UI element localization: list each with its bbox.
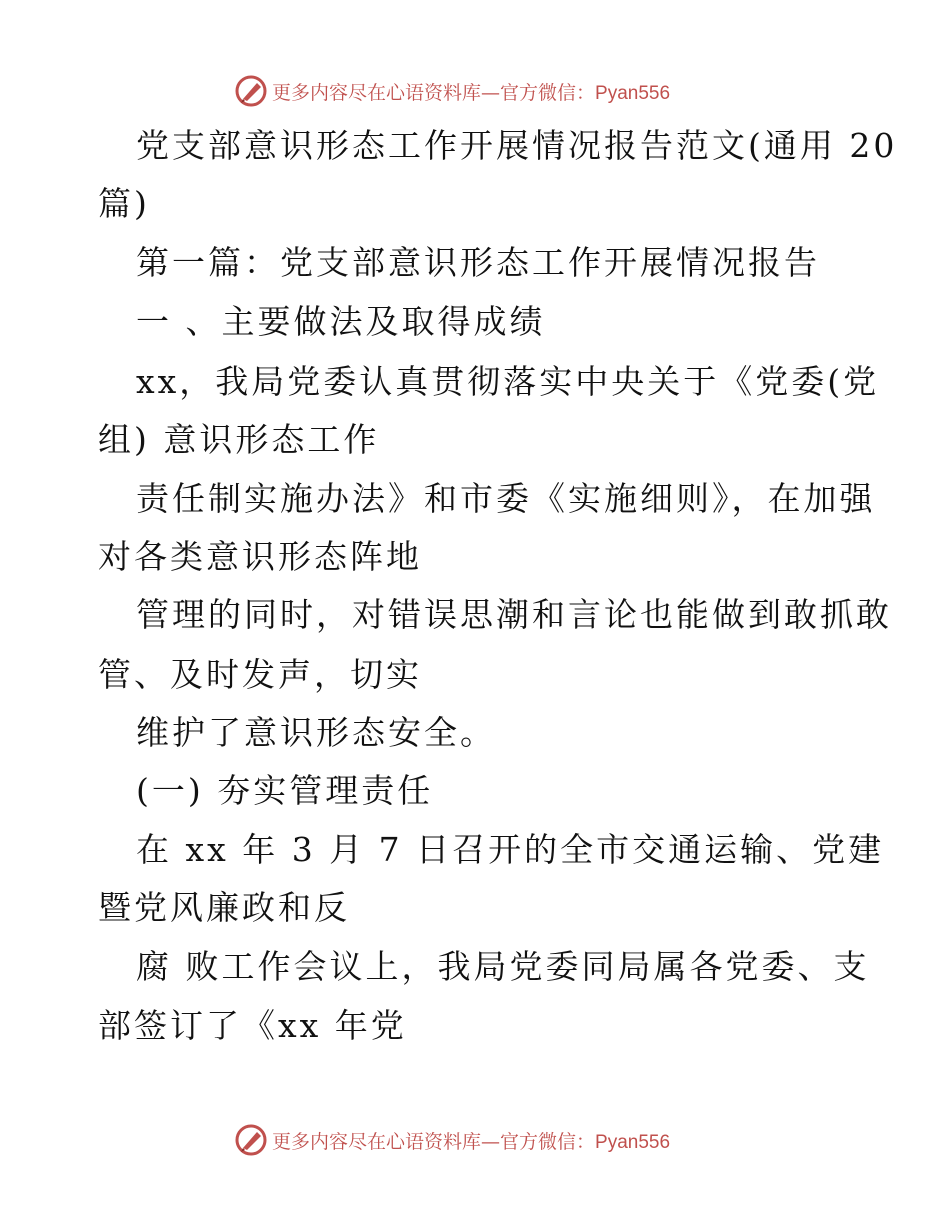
paragraph-line: 组) 意识形态工作 bbox=[98, 420, 380, 459]
paragraph-line: 管、及时发声，切实 bbox=[98, 655, 422, 694]
pen-logo-icon bbox=[234, 1123, 268, 1157]
banner-text: 更多内容尽在心语资料库—官方微信：Pyan556 bbox=[272, 1131, 671, 1153]
subheading: 一 、主要做法及取得成绩 bbox=[136, 302, 546, 341]
paragraph-line: 维护了意识形态安全。 bbox=[136, 713, 496, 752]
paragraph-line: 暨党风廉政和反 bbox=[98, 888, 350, 927]
pen-logo-icon bbox=[234, 74, 268, 108]
paragraph-line: 对各类意识形态阵地 bbox=[98, 537, 422, 576]
paragraph-line: 在 xx 年 3 月 7 日召开的全市交通运输、党建 bbox=[136, 830, 885, 869]
paragraph-line: 腐 败工作会议上，我局党委同局属各党委、支 bbox=[136, 947, 870, 986]
subsection-heading: (一) 夯实管理责任 bbox=[136, 771, 434, 810]
doc-title-line-2: 篇) bbox=[98, 184, 150, 223]
paragraph-line: 管理的同时，对错误思潮和言论也能做到敢抓敢 bbox=[136, 595, 892, 634]
paragraph-line: xx，我局党委认真贯彻落实中央关于《党委(党 bbox=[136, 362, 880, 401]
header-banner bbox=[0, 72, 950, 112]
paragraph-line: 部签订了《xx 年党 bbox=[98, 1006, 407, 1045]
doc-title-line-1: 党支部意识形态工作开展情况报告范文(通用 20 bbox=[136, 126, 898, 165]
banner-text: 更多内容尽在心语资料库—官方微信：Pyan556 bbox=[272, 82, 671, 104]
section-heading: 第一篇：党支部意识形态工作开展情况报告 bbox=[136, 243, 820, 282]
paragraph-line: 责任制实施办法》和市委《实施细则》，在加强 bbox=[136, 479, 876, 518]
footer-banner bbox=[0, 1121, 950, 1161]
